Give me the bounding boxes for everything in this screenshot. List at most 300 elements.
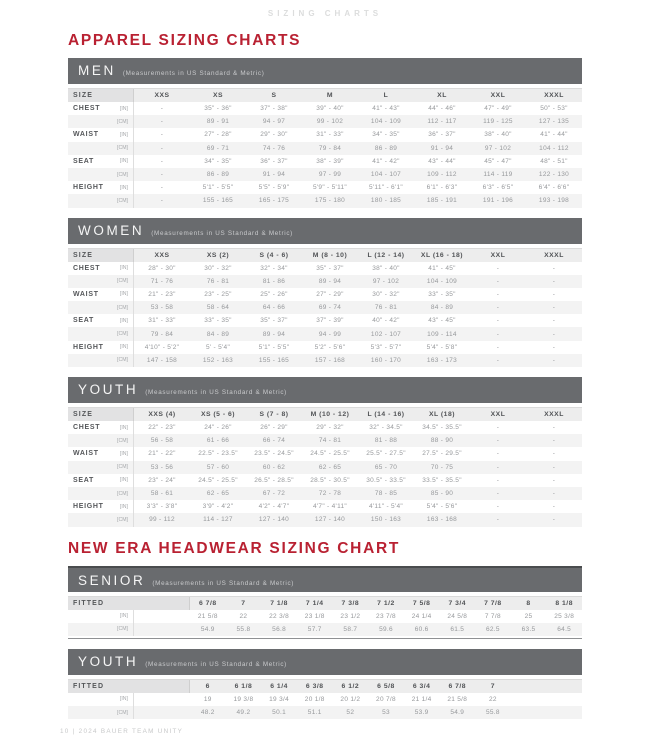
apparel-sizing-title: APPAREL SIZING CHARTS xyxy=(68,32,302,49)
measurement-row xyxy=(68,341,582,354)
measurement-row xyxy=(68,513,582,526)
value-cell: 91 - 94 xyxy=(262,171,286,179)
value-cell: - xyxy=(496,290,500,298)
column-header: L (14 - 16) xyxy=(367,411,405,418)
value-cell: 45" - 47" xyxy=(484,157,512,165)
value-cell: 91 - 94 xyxy=(430,144,454,152)
value-cell: 79 - 84 xyxy=(318,144,342,152)
women-section-label: WOMEN xyxy=(78,222,145,238)
value-cell: - xyxy=(552,343,556,351)
value-cell: 180 - 185 xyxy=(370,197,402,205)
size-label: SIZE xyxy=(68,89,134,102)
value-cell: 53 - 58 xyxy=(150,304,174,312)
table-header-row xyxy=(68,407,582,421)
value-cell: 5'11" - 6'1" xyxy=(368,184,404,192)
value-cell: - xyxy=(496,304,500,312)
column-header: 6 1/8 xyxy=(234,682,253,690)
value-cell: 34" - 35" xyxy=(204,157,232,165)
value-cell: 22" - 23" xyxy=(148,424,176,432)
unit-label: [IN] xyxy=(106,693,134,706)
value-cell: 89 - 94 xyxy=(262,330,286,338)
column-header: 6 7/8 xyxy=(199,599,217,607)
value-cell: 163 - 173 xyxy=(426,356,458,364)
value-cell: 64 - 66 xyxy=(262,304,286,312)
value-cell: 35" - 37" xyxy=(260,317,288,325)
value-cell: - xyxy=(496,330,500,338)
value-cell: 23 7/8 xyxy=(376,612,396,620)
unit-label: [IN] xyxy=(106,447,134,460)
value-cell: 21 5/8 xyxy=(197,612,218,620)
youth-apparel-section-subtitle: (Measurements in US Standard & Metric) xyxy=(145,389,287,396)
value-cell: 89 - 94 xyxy=(318,277,342,285)
value-cell: 21 5/8 xyxy=(447,695,468,703)
value-cell: 60.6 xyxy=(414,625,429,633)
value-cell: 28.5" - 30.5" xyxy=(310,476,350,484)
value-cell: 78 - 85 xyxy=(374,490,398,498)
unit-label: [IN] xyxy=(106,500,134,513)
value-cell: 20 7/8 xyxy=(376,695,396,703)
value-cell: 57.7 xyxy=(307,625,322,633)
unit-label: [CM] xyxy=(106,623,134,636)
value-cell: 97 - 102 xyxy=(484,144,512,152)
value-cell: 155 - 165 xyxy=(258,356,290,364)
value-cell: 38" - 40" xyxy=(372,264,400,272)
youth-headwear-section-bar xyxy=(68,649,582,675)
column-header: XS (2) xyxy=(206,251,230,259)
column-header: XXXL xyxy=(544,92,564,99)
value-cell: 20 1/8 xyxy=(304,695,325,703)
column-header: S (7 - 8) xyxy=(259,411,289,418)
page-header: SIZING CHARTS xyxy=(267,9,383,18)
size-label: SIZE xyxy=(68,408,134,421)
spacer-cell xyxy=(134,623,190,636)
value-cell: 30" - 32" xyxy=(204,264,232,272)
value-cell: - xyxy=(552,424,556,432)
column-header: XXS (4) xyxy=(148,411,176,418)
unit-label: [IN] xyxy=(106,155,134,168)
column-header: XL (16 - 18) xyxy=(420,251,464,259)
measurement-row xyxy=(68,262,582,275)
value-cell: 5'2" - 5'6" xyxy=(314,343,346,351)
value-cell: 119 - 125 xyxy=(483,118,513,126)
unit-label: [CM] xyxy=(106,142,134,155)
value-cell: 40" - 42" xyxy=(372,317,400,325)
value-cell: 102 - 107 xyxy=(370,330,402,338)
value-cell: 109 - 112 xyxy=(427,171,457,179)
value-cell: 29" - 32" xyxy=(316,424,344,432)
value-cell: 24" - 26" xyxy=(204,424,232,432)
value-cell: 76 - 81 xyxy=(206,277,230,285)
row-label: HEIGHT xyxy=(73,503,104,511)
unit-label: [CM] xyxy=(106,194,134,207)
unit-label: [IN] xyxy=(106,128,134,141)
spacer-cell xyxy=(134,693,190,706)
measurement-row xyxy=(68,500,582,513)
value-cell: 51.1 xyxy=(307,709,322,717)
men-section-bar xyxy=(68,58,582,84)
men-apparel-table xyxy=(68,88,582,208)
unit-label: [IN] xyxy=(106,262,134,275)
value-cell: 3'9" - 4'2" xyxy=(202,503,234,511)
row-label: SEAT xyxy=(73,476,94,484)
women-section-bar xyxy=(68,218,582,244)
value-cell: 50" - 53" xyxy=(540,105,568,113)
value-cell: 7 7/8 xyxy=(484,612,501,620)
value-cell: - xyxy=(160,131,164,139)
measurement-row xyxy=(68,693,582,706)
value-cell: 4'10" - 5'2" xyxy=(144,343,180,351)
column-header: XXL xyxy=(490,92,506,99)
measurement-row xyxy=(68,421,582,434)
value-cell: 25 xyxy=(524,612,533,620)
value-cell: 25.5" - 27.5" xyxy=(366,450,406,458)
value-cell: 52 xyxy=(346,709,355,717)
row-label: WAIST xyxy=(73,290,99,298)
value-cell: 21" - 23" xyxy=(148,290,176,298)
value-cell: 41" - 45" xyxy=(428,264,456,272)
column-header: 7 xyxy=(490,682,496,690)
value-cell: - xyxy=(552,463,556,471)
measurement-row xyxy=(68,487,582,500)
measurement-row xyxy=(68,168,582,181)
value-cell: 22 xyxy=(488,695,497,703)
column-header: 7 1/2 xyxy=(377,599,395,607)
value-cell: 72 - 78 xyxy=(318,490,342,498)
men-section-label: MEN xyxy=(78,63,116,78)
value-cell: 61.5 xyxy=(450,625,465,633)
value-cell: - xyxy=(160,144,164,152)
value-cell: 67 - 72 xyxy=(262,490,286,498)
senior-headwear-table xyxy=(68,596,582,639)
value-cell: - xyxy=(552,277,556,285)
value-cell: 165 - 175 xyxy=(258,197,290,205)
youth-apparel-section-bar xyxy=(68,377,582,403)
value-cell: 5'1" - 5'5" xyxy=(202,184,234,192)
value-cell: 70 - 75 xyxy=(430,463,454,471)
value-cell: 97 - 99 xyxy=(318,171,342,179)
value-cell: 33.5" - 35.5" xyxy=(422,476,462,484)
value-cell: 23.5" - 24.5" xyxy=(254,450,294,458)
column-header: XXXL xyxy=(544,411,564,418)
value-cell: 104 - 109 xyxy=(370,118,402,126)
value-cell: 59.6 xyxy=(379,625,393,633)
value-cell: 5'3" - 5'7" xyxy=(370,343,402,351)
value-cell: 65 - 70 xyxy=(374,463,398,471)
column-header: XXXL xyxy=(544,251,564,259)
column-header: 6 3/4 xyxy=(412,682,431,690)
value-cell: 53 xyxy=(382,709,390,717)
value-cell: 48.2 xyxy=(200,709,215,717)
row-label: WAIST xyxy=(73,450,99,458)
value-cell: 58 - 64 xyxy=(206,304,230,312)
value-cell: 58.7 xyxy=(343,625,358,633)
unit-label: [CM] xyxy=(106,434,134,447)
row-label: SEAT xyxy=(73,157,94,165)
value-cell: 26.5" - 28.5" xyxy=(254,476,294,484)
section-senior-headwear xyxy=(68,566,582,639)
senior-section-bar xyxy=(68,566,582,592)
column-header: S xyxy=(271,92,277,99)
size-label: SIZE xyxy=(68,249,134,262)
column-header: 6 3/8 xyxy=(305,682,324,690)
value-cell: 97 - 102 xyxy=(372,277,400,285)
page-content xyxy=(68,32,582,719)
value-cell: 61 - 66 xyxy=(206,437,230,445)
value-cell: 37" - 39" xyxy=(316,317,344,325)
table-header-row xyxy=(68,596,582,610)
value-cell: 22 xyxy=(239,612,248,620)
column-header: 7 xyxy=(241,599,246,607)
measurement-row xyxy=(68,275,582,288)
value-cell: 35" - 36" xyxy=(204,105,232,113)
value-cell: 4'11" - 5'4" xyxy=(368,503,404,511)
measurement-row xyxy=(68,623,582,636)
value-cell: 62 - 65 xyxy=(206,490,230,498)
measurement-row xyxy=(68,142,582,155)
value-cell: 24 1/4 xyxy=(411,612,432,620)
value-cell: - xyxy=(552,330,556,338)
value-cell: 86 - 89 xyxy=(374,144,398,152)
value-cell: - xyxy=(496,503,500,511)
value-cell: 74 - 81 xyxy=(318,437,342,445)
value-cell: 23" - 25" xyxy=(204,290,232,298)
value-cell: 21 1/4 xyxy=(411,695,432,703)
value-cell: 94 - 97 xyxy=(262,118,286,126)
value-cell: 54.9 xyxy=(450,709,465,717)
value-cell: 36" - 37" xyxy=(260,157,288,165)
unit-label: [CM] xyxy=(106,115,134,128)
value-cell: 84 - 89 xyxy=(206,330,230,338)
value-cell: 99 - 112 xyxy=(149,516,175,524)
value-cell: 24.5" - 25.5" xyxy=(310,450,350,458)
value-cell: 60 - 62 xyxy=(262,463,286,471)
value-cell: - xyxy=(552,304,556,312)
fitted-label: FITTED xyxy=(68,680,190,693)
value-cell: 20 1/2 xyxy=(340,695,361,703)
value-cell: 30" - 32" xyxy=(372,290,400,298)
value-cell: 74 - 76 xyxy=(262,144,286,152)
value-cell: 5'9" - 5'11" xyxy=(312,184,348,192)
value-cell: 94 - 99 xyxy=(318,330,342,338)
measurement-row xyxy=(68,354,582,367)
value-cell: 38" - 39" xyxy=(316,157,344,165)
value-cell: 81 - 88 xyxy=(374,437,398,445)
value-cell: 62.5 xyxy=(485,625,500,633)
youth-headwear-section-subtitle: (Measurements in US Standard & Metric) xyxy=(145,660,287,668)
value-cell: 81 - 86 xyxy=(262,277,286,285)
section-youth-headwear xyxy=(68,649,582,719)
unit-label: [IN] xyxy=(106,341,134,354)
value-cell: 27.5" - 29.5" xyxy=(422,450,462,458)
value-cell: 43" - 45" xyxy=(428,317,456,325)
value-cell: 56.8 xyxy=(272,625,287,633)
column-header: 6 xyxy=(205,682,210,690)
column-header: 6 5/8 xyxy=(377,682,395,690)
unit-label: [IN] xyxy=(106,314,134,327)
measurement-row xyxy=(68,461,582,474)
measurement-row xyxy=(68,706,582,719)
value-cell: 41" - 44" xyxy=(540,131,568,139)
value-cell: - xyxy=(496,476,500,484)
value-cell: 34" - 35" xyxy=(372,131,400,139)
value-cell: 26" - 29" xyxy=(260,424,288,432)
value-cell: - xyxy=(552,476,556,484)
column-header: XXS xyxy=(154,92,170,99)
value-cell: 23 1/2 xyxy=(340,612,361,620)
value-cell: 5'1" - 5'5" xyxy=(258,343,290,351)
value-cell: 33" - 35" xyxy=(428,290,456,298)
value-cell: 155 - 165 xyxy=(202,197,234,205)
value-cell: - xyxy=(552,317,556,325)
value-cell: 5'4" - 5'6" xyxy=(426,503,458,511)
youth-apparel-section-label: YOUTH xyxy=(78,382,139,397)
column-header: S (4 - 6) xyxy=(259,251,289,259)
youth-headwear-table xyxy=(68,679,582,719)
value-cell: 69 - 74 xyxy=(318,304,342,312)
value-cell: 29" - 30" xyxy=(260,131,288,139)
value-cell: 3'3" - 3'8" xyxy=(146,503,178,511)
column-header: XS (5 - 6) xyxy=(200,411,236,418)
value-cell: 58 - 61 xyxy=(150,490,174,498)
value-cell: 86 - 89 xyxy=(206,171,230,179)
value-cell: 19 3/4 xyxy=(269,695,290,703)
value-cell: 44" - 46" xyxy=(428,105,456,113)
value-cell: 152 - 163 xyxy=(202,356,234,364)
women-apparel-table xyxy=(68,248,582,368)
value-cell: 104 - 107 xyxy=(370,171,402,179)
value-cell: 28" - 30" xyxy=(148,264,176,272)
unit-label: [CM] xyxy=(106,487,134,500)
column-header: 7 7/8 xyxy=(484,599,502,607)
value-cell: - xyxy=(496,490,500,498)
unit-label: [IN] xyxy=(106,288,134,301)
column-header: 6 1/4 xyxy=(270,682,288,690)
value-cell: 112 - 117 xyxy=(427,118,457,126)
value-cell: 23 1/8 xyxy=(304,612,325,620)
value-cell: 66 - 74 xyxy=(262,437,286,445)
value-cell: 175 - 180 xyxy=(314,197,346,205)
row-label: WAIST xyxy=(73,131,99,139)
unit-label: [IN] xyxy=(106,474,134,487)
value-cell: 147 - 158 xyxy=(146,356,178,364)
value-cell: 157 - 168 xyxy=(314,356,346,364)
value-cell: - xyxy=(552,437,556,445)
value-cell: 49.2 xyxy=(236,709,251,717)
value-cell: 79 - 84 xyxy=(150,330,174,338)
value-cell: - xyxy=(552,290,556,298)
unit-label: [IN] xyxy=(106,610,134,623)
value-cell: - xyxy=(552,450,556,458)
value-cell: 104 - 112 xyxy=(539,144,569,152)
value-cell: 64.5 xyxy=(557,625,572,633)
youth-apparel-table xyxy=(68,407,582,527)
value-cell: 114 - 127 xyxy=(203,516,233,524)
value-cell: - xyxy=(160,157,164,165)
value-cell: - xyxy=(496,264,500,272)
value-cell: 57 - 60 xyxy=(206,463,230,471)
measurement-row xyxy=(68,194,582,207)
value-cell: - xyxy=(552,503,556,511)
fitted-label: FITTED xyxy=(68,597,190,610)
value-cell: - xyxy=(160,197,164,205)
measurement-row xyxy=(68,128,582,141)
value-cell: 150 - 163 xyxy=(370,516,402,524)
value-cell: - xyxy=(496,450,500,458)
value-cell: 109 - 114 xyxy=(427,330,457,338)
column-header: XXL xyxy=(490,251,506,259)
column-header: XL xyxy=(437,92,447,99)
value-cell: 48" - 51" xyxy=(540,157,568,165)
value-cell: 63.5 xyxy=(521,625,536,633)
value-cell: 85 - 90 xyxy=(430,490,454,498)
value-cell: - xyxy=(496,317,500,325)
unit-label: [IN] xyxy=(106,102,134,115)
column-header: XXL xyxy=(490,411,506,418)
row-label: CHEST xyxy=(73,105,101,113)
column-header: 7 1/8 xyxy=(270,599,288,607)
value-cell: - xyxy=(496,516,500,524)
spacer-cell xyxy=(134,706,190,719)
value-cell: 23" - 24" xyxy=(148,476,176,484)
unit-label: [CM] xyxy=(106,461,134,474)
row-label: SEAT xyxy=(73,317,94,325)
row-label: CHEST xyxy=(73,424,101,432)
value-cell: 54.9 xyxy=(200,625,215,633)
unit-label: [CM] xyxy=(106,513,134,526)
value-cell: 32" - 34" xyxy=(260,264,288,272)
value-cell: 53.9 xyxy=(414,709,429,717)
value-cell: 19 3/8 xyxy=(233,695,254,703)
column-header: 7 5/8 xyxy=(412,599,431,607)
value-cell: 35" - 37" xyxy=(316,264,344,272)
value-cell: 55.8 xyxy=(485,709,500,717)
section-women-apparel xyxy=(68,218,582,368)
unit-label: [IN] xyxy=(106,181,134,194)
value-cell: 185 - 191 xyxy=(426,197,458,205)
value-cell: 71 - 76 xyxy=(150,277,174,285)
value-cell: 24 5/8 xyxy=(447,612,468,620)
column-header: XS xyxy=(212,92,224,99)
value-cell: 5' - 5'4" xyxy=(205,343,231,351)
table-header-row xyxy=(68,88,582,102)
value-cell: 76 - 81 xyxy=(374,304,398,312)
value-cell: - xyxy=(496,356,500,364)
column-header: M xyxy=(326,92,334,99)
row-label: CHEST xyxy=(73,264,101,272)
measurement-row xyxy=(68,327,582,340)
value-cell: - xyxy=(496,424,500,432)
value-cell: 99 - 102 xyxy=(316,118,344,126)
value-cell: 55.8 xyxy=(236,625,251,633)
value-cell: 4'7" - 4'11" xyxy=(312,503,348,511)
value-cell: 41" - 43" xyxy=(372,105,400,113)
value-cell: - xyxy=(160,105,164,113)
row-label: HEIGHT xyxy=(73,343,104,351)
value-cell: 191 - 196 xyxy=(482,197,514,205)
value-cell: 4'2" - 4'7" xyxy=(258,503,290,511)
value-cell: - xyxy=(496,437,500,445)
value-cell: 39" - 40" xyxy=(316,105,344,113)
measurement-row xyxy=(68,115,582,128)
value-cell: 31" - 33" xyxy=(148,317,176,325)
value-cell: 32" - 34.5" xyxy=(369,424,403,432)
value-cell: 127 - 140 xyxy=(314,516,346,524)
column-header: L xyxy=(383,92,389,99)
value-cell: 19 xyxy=(203,695,212,703)
column-header: 8 xyxy=(526,599,531,607)
value-cell: 50.1 xyxy=(272,709,287,717)
headwear-sizing-title: NEW ERA HEADWEAR SIZING CHART xyxy=(68,539,401,557)
